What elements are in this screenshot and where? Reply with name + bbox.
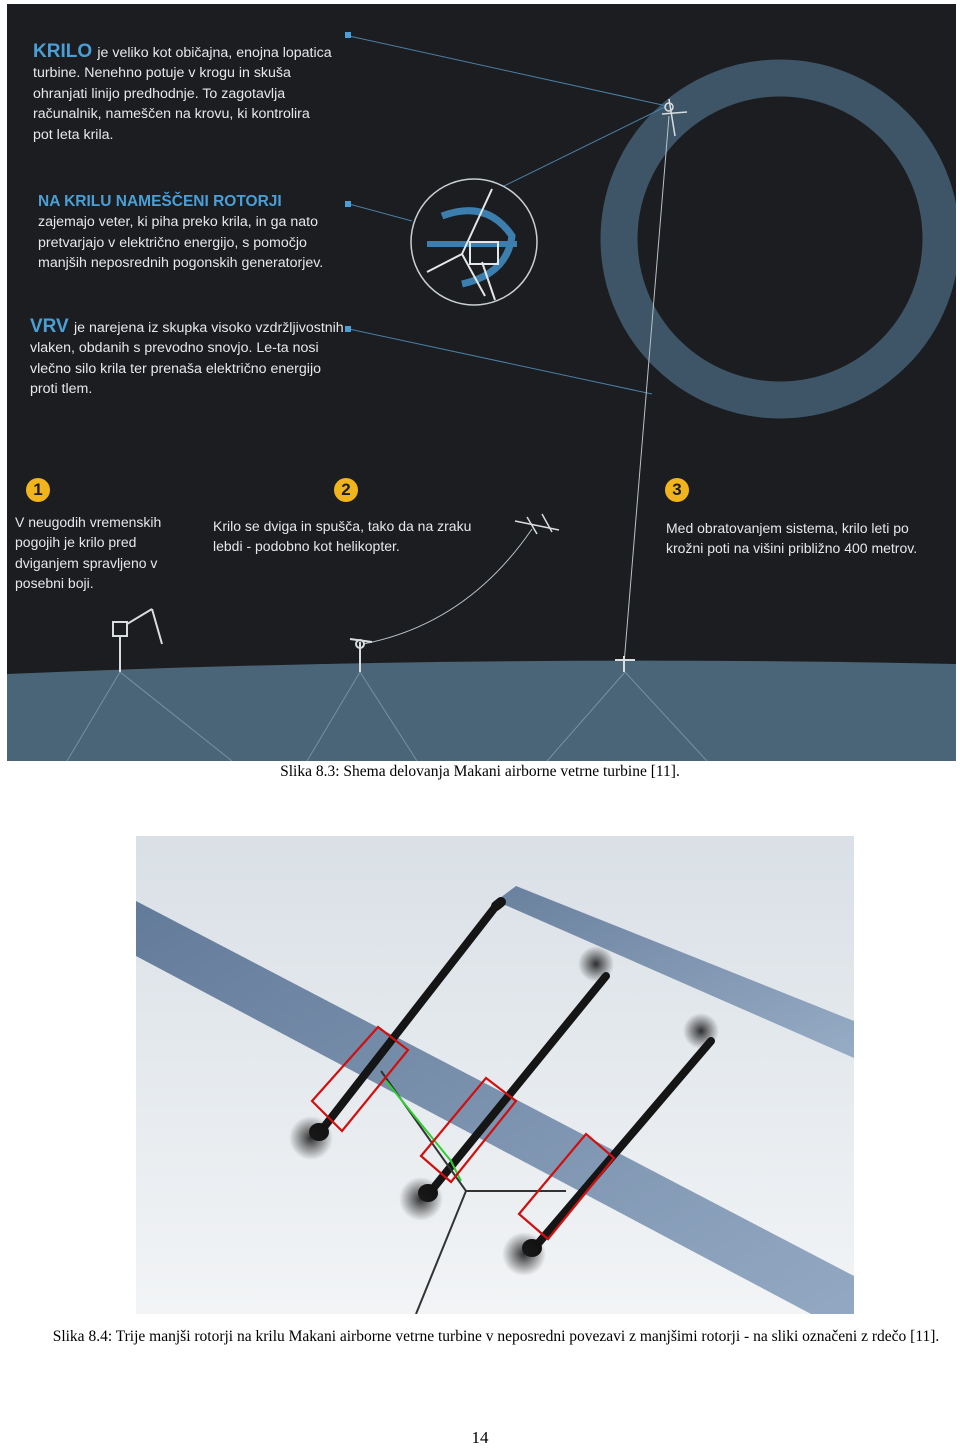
page-number: 14 bbox=[471, 1428, 489, 1447]
vrv-text: je narejena iz skupka visoko vzdržljivostnih vlaken, obdanih s prevodno snovjo. Le-ta nosi vlečno silo krila ter prenaša električno energijo proti tlem. bbox=[30, 320, 344, 398]
rotorji-description bbox=[38, 192, 328, 274]
step-1-text: V neugodih vremenskih pogojih je krilo pred dviganjem spravljeno v posebni boji. bbox=[15, 514, 162, 592]
figure-makani-schema bbox=[7, 4, 956, 761]
flight-path-ring bbox=[619, 78, 941, 400]
wing-rotors-render bbox=[136, 836, 854, 1314]
figure-wing-rotors bbox=[136, 836, 854, 1314]
ground-area bbox=[7, 661, 956, 761]
krilo-text: je veliko kot običajna, enojna lopatica turbine. Nenehno potuje v krogu in skuša ohranjati linijo predhodnje. To zagotavlja računalnik, nameščen na krovu, ki kontrolira pot leta krila. bbox=[33, 45, 332, 143]
kite-hovering-icon bbox=[515, 514, 559, 534]
pointer-dots bbox=[345, 32, 351, 332]
figure-8-3-caption: Slika 8.3: Shema delovanja Makani airborne vetrne turbine [11]. bbox=[280, 763, 680, 780]
vrv-description bbox=[30, 317, 345, 400]
step-3-text: Med obratovanjem sistema, krilo leti po krožni poti na višini približno 400 metrov. bbox=[666, 520, 918, 557]
step-3-badge: 3 bbox=[665, 478, 689, 502]
krilo-description bbox=[33, 42, 333, 145]
step-2-text: Krilo se dviga in spušča, tako da na zraku lebdi - podobno kot helikopter. bbox=[213, 518, 472, 555]
vrv-heading: VRV bbox=[30, 316, 75, 337]
figure-8-4-caption: Slika 8.4: Trije manjši rotorji na krilu Makani airborne vetrne turbine v neposredni povezavi z manjšimi rotorji - na sliki označeni z rdečo [11]. bbox=[52, 1328, 940, 1345]
rotorji-heading: NA KRILU NAMEŠČENI ROTORJI bbox=[38, 193, 282, 210]
rotorji-text: zajemajo veter, ki piha preko krila, in ga nato pretvarjajo v električno energijo, s pomočjo manjših neposrednih pogonskih generatorjev. bbox=[38, 214, 324, 272]
rotor-zoom-circle bbox=[411, 179, 537, 305]
krilo-heading: KRILO bbox=[33, 41, 98, 62]
step-1-badge: 1 bbox=[26, 478, 50, 502]
step-2-badge: 2 bbox=[334, 478, 358, 502]
